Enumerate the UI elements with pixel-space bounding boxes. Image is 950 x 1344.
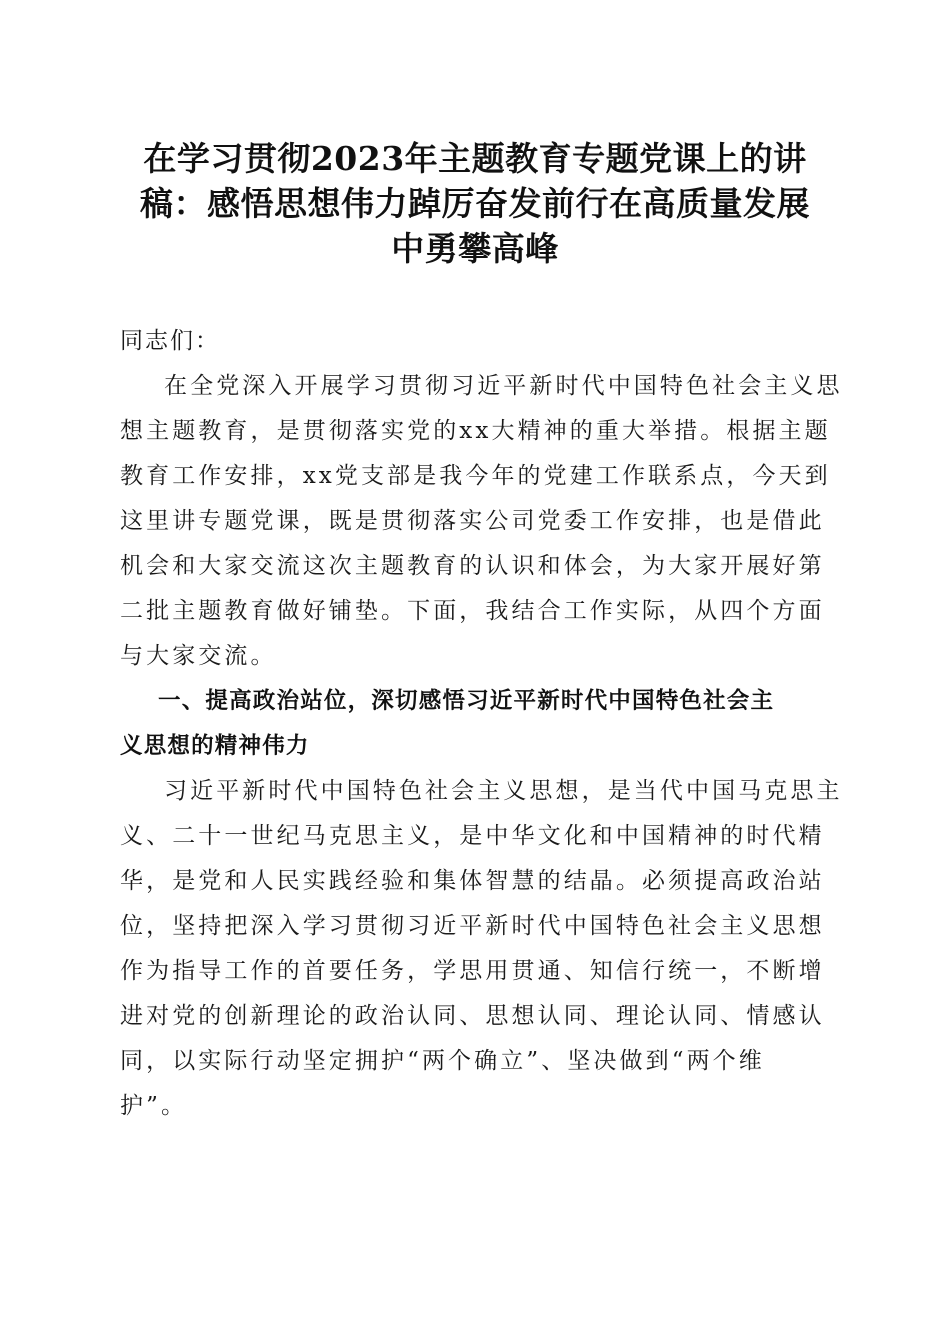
paragraph-line: 同，以实际行动坚定拥护“两个确立”、坚决做到“两个维 [120,1048,765,1074]
paragraph-line: 在全党深入开展学习贯彻习近平新时代中国特色社会主义思 [164,373,843,399]
title-line: 中勇攀高峰 [391,229,559,268]
section-one-paragraph [120,769,843,1129]
section-one-heading [120,679,824,769]
heading-line: 一、提高政治站位，深切感悟习近平新时代中国特色社会主 [158,688,775,714]
paragraph-line: 进对党的创新理论的政治认同、思想认同、理论认同、情感认 [120,1003,825,1029]
paragraph-line: 义、二十一世纪马克思主义，是中华文化和中国精神的时代精 [120,823,825,849]
paragraph-line: 与大家交流。 [120,643,277,669]
paragraph-line: 护”。 [120,1093,188,1119]
heading-line: 义思想的精神伟力 [120,733,310,759]
document-title [115,136,835,271]
document-body [120,319,843,1129]
paragraph-line: 机会和大家交流这次主题教育的认识和体会，为大家开展好第 [120,553,825,579]
paragraph-line: 位，坚持把深入学习贯彻习近平新时代中国特色社会主义思想 [120,913,825,939]
paragraph-line: 华，是党和人民实践经验和集体智慧的结晶。必须提高政治站 [120,868,825,894]
paragraph-line: 这里讲专题党课，既是贯彻落实公司党委工作安排，也是借此 [120,508,825,534]
paragraph-line: 作为指导工作的首要任务，学思用贯通、知信行统一，不断增 [120,958,825,984]
intro-paragraph [120,364,843,679]
paragraph-line: 二批主题教育做好铺垫。下面，我结合工作实际，从四个方面 [120,598,825,624]
paragraph-line: 教育工作安排，xx党支部是我今年的党建工作联系点，今天到 [120,463,831,489]
title-line: 稿：感悟思想伟力踔厉奋发前行在高质量发展 [140,184,810,223]
title-line: 在学习贯彻2023年主题教育专题党课上的讲 [143,139,807,178]
paragraph-line: 习近平新时代中国特色社会主义思想，是当代中国马克思主 [164,778,843,804]
paragraph-line: 想主题教育，是贯彻落实党的xx大精神的重大举措。根据主题 [120,418,831,444]
greeting: 同志们： [120,328,220,354]
